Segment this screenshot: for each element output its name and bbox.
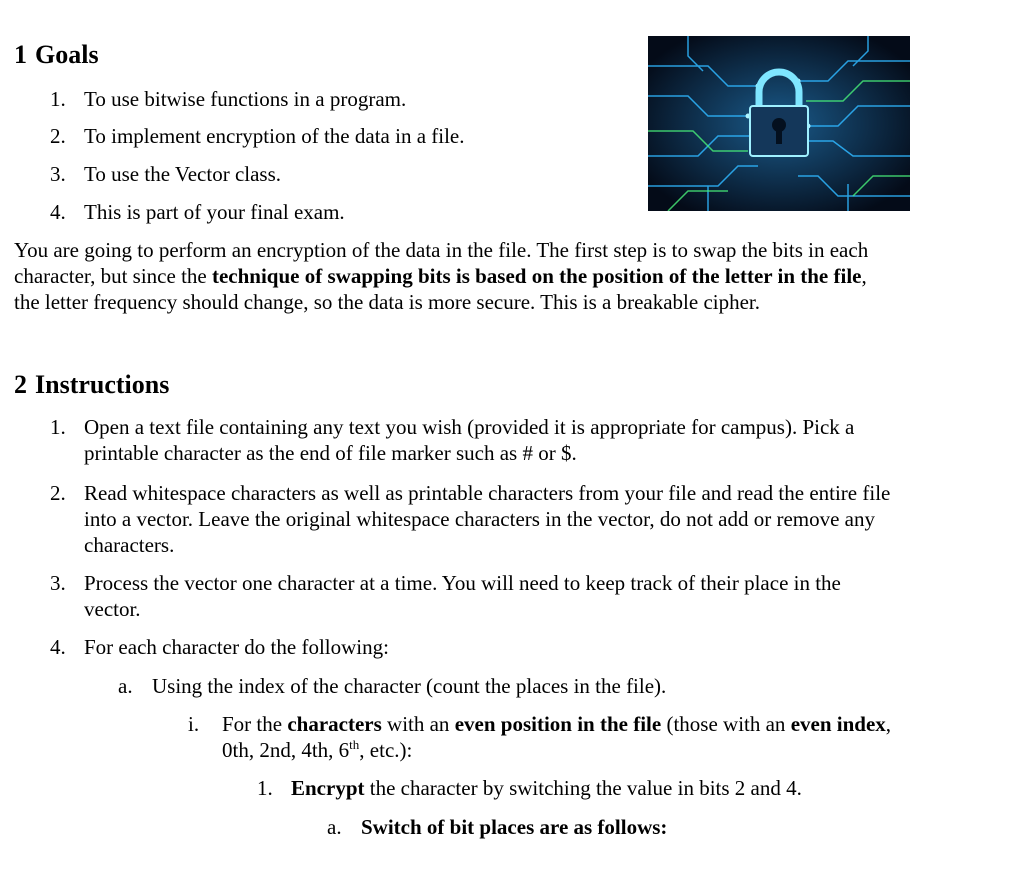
goal-text: To use bitwise functions in a program. (84, 87, 407, 111)
list-marker: a. (118, 674, 133, 698)
goal-text: To use the Vector class. (84, 162, 282, 186)
text-run: (those with an (661, 712, 791, 736)
sub-item-line (222, 737, 891, 763)
goals-heading-number: 1 (14, 40, 27, 69)
list-marker: a. (327, 815, 342, 839)
instruction-line: vector. (84, 597, 141, 621)
bold-text-run: Encrypt (291, 776, 365, 800)
goals-heading (14, 40, 99, 70)
instruction-line: Read whitespace characters as well as printable characters from your file and read the entire file (84, 481, 891, 505)
goals-heading-title: Goals (35, 40, 99, 69)
instruction-line: characters. (84, 533, 175, 557)
list-marker: 1. (257, 776, 273, 800)
sub-item-text (291, 775, 802, 801)
instructions-heading-number: 2 (14, 370, 27, 399)
list-marker: i. (188, 712, 200, 736)
list-marker: 1. (50, 415, 66, 439)
intro-text: , (861, 264, 867, 288)
list-marker: 4. (50, 635, 66, 659)
sub-item-line (222, 711, 891, 737)
sub-item-text (222, 711, 891, 763)
list-marker: 3. (50, 162, 66, 186)
instruction-text (84, 480, 890, 558)
list-marker: 2. (50, 124, 66, 148)
intro-line-3: the letter frequency should change, so the data is more secure. This is a breakable cipher. (14, 290, 761, 314)
bold-text-run: even position in the file (454, 712, 662, 736)
list-marker: 3. (50, 571, 66, 595)
instruction-line: printable character as the end of file marker such as # or $. (84, 441, 577, 465)
padlock-circuit-icon (648, 36, 910, 211)
instructions-heading (14, 370, 169, 400)
padlock-circuit-image (648, 36, 910, 211)
instruction-item-1 (50, 414, 990, 466)
intro-bold-text: technique of swapping bits is based on the position of the letter in the file (211, 264, 862, 288)
goal-text: This is part of your final exam. (84, 200, 345, 224)
list-marker: 2. (50, 481, 66, 505)
list-marker: 1. (50, 87, 66, 111)
bold-text-run: even index (790, 712, 886, 736)
sub-item-text: Switch of bit places are as follows: (361, 815, 668, 839)
instruction-line: Process the vector one character at a time. You will need to keep track of their place in the (84, 571, 841, 595)
superscript: th (349, 737, 360, 752)
intro-line-1: You are going to perform an encryption of the data in the file. The first step is to swap the bits in each (14, 238, 869, 262)
list-marker: 4. (50, 200, 66, 224)
instruction-text (84, 570, 841, 622)
instruction-item-2 (50, 480, 990, 558)
instruction-text (84, 414, 854, 466)
text-run: with an (381, 712, 455, 736)
instruction-line: into a vector. Leave the original whitespace characters in the vector, do not add or remove any (84, 507, 876, 531)
intro-line-2 (14, 263, 974, 289)
text-run: the character by switching the value in bits 2 and 4. (364, 776, 802, 800)
sub-item-text: Using the index of the character (count the places in the file). (152, 674, 667, 698)
text-run: For the (222, 712, 288, 736)
instruction-text: For each character do the following: (84, 635, 389, 659)
instructions-heading-title: Instructions (35, 370, 170, 399)
goal-text: To implement encryption of the data in a file. (84, 124, 465, 148)
text-run: , (885, 712, 892, 736)
instruction-line: Open a text file containing any text you wish (provided it is appropriate for campus). Pick a (84, 415, 855, 439)
instruction-item-3 (50, 570, 990, 622)
intro-paragraph (14, 237, 974, 315)
text-run: 0th, 2nd, 4th, 6 (222, 738, 350, 762)
sub-item-i (188, 711, 1008, 763)
text-run: , etc.): (359, 738, 413, 762)
bold-text-run: characters (287, 712, 382, 736)
intro-text: character, but since the (14, 264, 212, 288)
